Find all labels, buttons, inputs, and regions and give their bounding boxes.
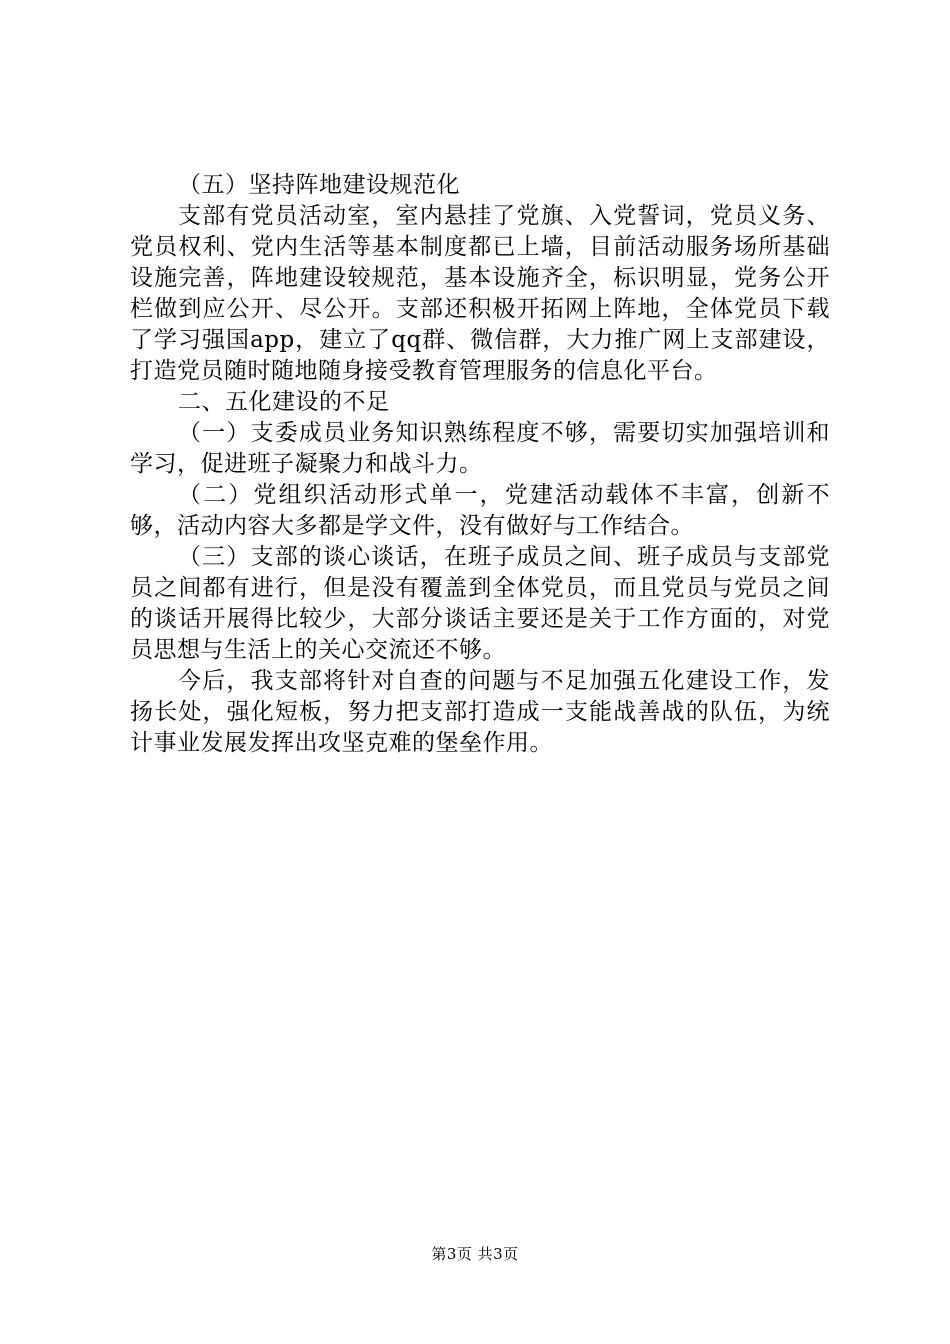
document-body — [130, 170, 830, 759]
paragraph-position-building: 支部有党员活动室，室内悬挂了党旗、入党誓词，党员义务、党员权利、党内生活等基本制度都已上墙，目前活动服务场所基础设施完善，阵地建设较规范，基本设施齐全，标识明显，党务公开栏做到应公开、尽公开。支部还积极开拓网上阵地，全体党员下载了学习强国app，建立了qq群、微信群，大力推广网上支部建设，打造党员随时随地随身接受教育管理服务的信息化平台。 — [130, 203, 830, 384]
paragraph-shortcoming-two: （二）党组织活动形式单一，党建活动载体不丰富，创新不够，活动内容大多都是学文件，没有做好与工作结合。 — [130, 482, 830, 539]
section-heading-shortcomings: 二、五化建设的不足 — [178, 389, 390, 415]
paragraph-shortcoming-one: （一）支委成员业务知识熟练程度不够，需要切实加强培训和学习，促进班子凝聚力和战斗力。 — [130, 420, 830, 477]
section-heading-five: （五）坚持阵地建设规范化 — [178, 172, 460, 198]
paragraph-conclusion: 今后，我支部将针对自查的问题与不足加强五化建设工作，发扬长处，强化短板，努力把支部打造成一支能战善战的队伍，为统计事业发展发挥出攻坚克难的堡垒作用。 — [130, 668, 830, 756]
page-number-footer: 第3页 共3页 — [431, 1245, 519, 1263]
paragraph-shortcoming-three: （三）支部的谈心谈话，在班子成员之间、班子成员与支部党员之间都有进行，但是没有覆盖到全体党员，而且党员与党员之间的谈话开展得比较少，大部分谈话主要还是关于工作方面的，对党员思想与生活上的关心交流还不够。 — [130, 544, 830, 663]
